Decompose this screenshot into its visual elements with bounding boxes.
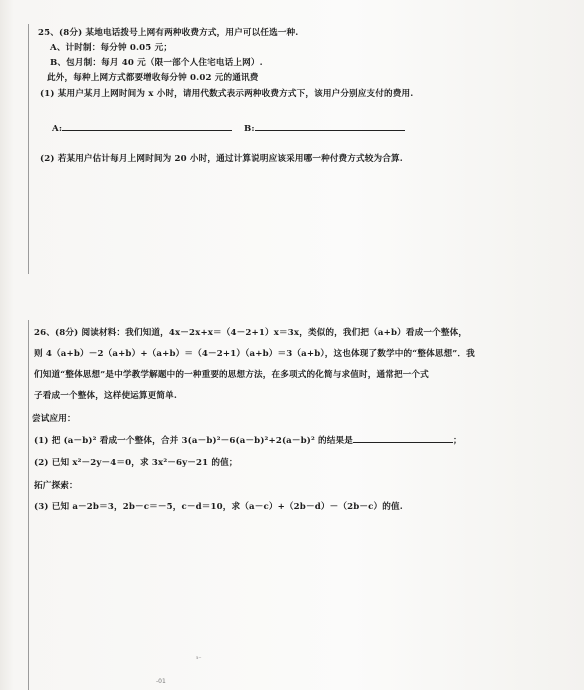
q25-part1: (1) 某用户某月上网时间为 x 小时，请用代数式表示两种收费方式下，该用户分别应支付的费用.	[40, 89, 414, 99]
q26-line1: 26、(8分) 阅读材料：我们知道，4x－2x+x＝（4－2+1）x＝3x，类似的，我们把（a+b）看成一个整体，	[34, 328, 468, 338]
q25-label-a: A:	[52, 124, 63, 134]
q25-part2: (2) 若某用户估计每月上网时间为 20 小时，通过计算说明应该采用哪一种付费方式较为合算.	[40, 154, 403, 164]
q26-extend-heading: 拓广探索：	[34, 481, 78, 491]
q25-label-b: B:	[244, 124, 255, 134]
q25-option-a: A、计时制：每分钟 0.05 元；	[50, 43, 173, 53]
margin-line-top	[28, 24, 29, 274]
q26-part1-blank[interactable]	[353, 433, 453, 443]
q26-part3: (3) 已知 a－2b＝3，2b－c＝－5，c－d＝10，求（a－c）+（2b－d）－（2b－c）的值.	[34, 502, 403, 512]
q25-answer-a-row	[52, 121, 232, 134]
q26-part1-row	[34, 433, 462, 446]
q25-answer-a-blank[interactable]	[62, 121, 232, 131]
q26-line4: 子看成一个整体，这样使运算更简单.	[34, 391, 178, 401]
q26-try-heading: 尝试应用：	[32, 414, 76, 424]
q26-line3: 们知道“整体思想”是中学教学解题中的一种重要的思想方法，在多项式的化简与求值时，通常把一个式	[34, 370, 429, 380]
q26-line2: 则 4（a+b）－2（a+b）+（a+b）＝（4－2+1）（a+b）＝3（a+b），这也体现了数学中的“整体思想”．我	[34, 349, 475, 359]
q25-note: 此外，每种上网方式都要增收每分钟 0.02 元的通讯费	[47, 73, 259, 83]
footer-mark-2: -01	[156, 678, 166, 685]
margin-line-bottom	[28, 320, 29, 690]
footer-mark-1: ⁵⁻	[196, 656, 202, 663]
q25-answer-b-blank[interactable]	[255, 121, 405, 131]
q25-title: 25、(8分) 某地电话拨号上网有两种收费方式，用户可以任选一种.	[38, 28, 299, 38]
q25-option-b: B、包月制：每月 40 元（限一部个人住宅电话上网）.	[50, 58, 263, 68]
q26-part1-end: ；	[453, 436, 462, 446]
q26-part2: (2) 已知 x²－2y－4＝0，求 3x²－6y－21 的值；	[34, 458, 238, 468]
q26-part1-text: (1) 把 (a－b)² 看成一个整体，合并 3(a－b)²－6(a－b)²+2(a－b)² 的结果是	[34, 436, 354, 446]
q25-answer-b-row	[244, 121, 405, 134]
